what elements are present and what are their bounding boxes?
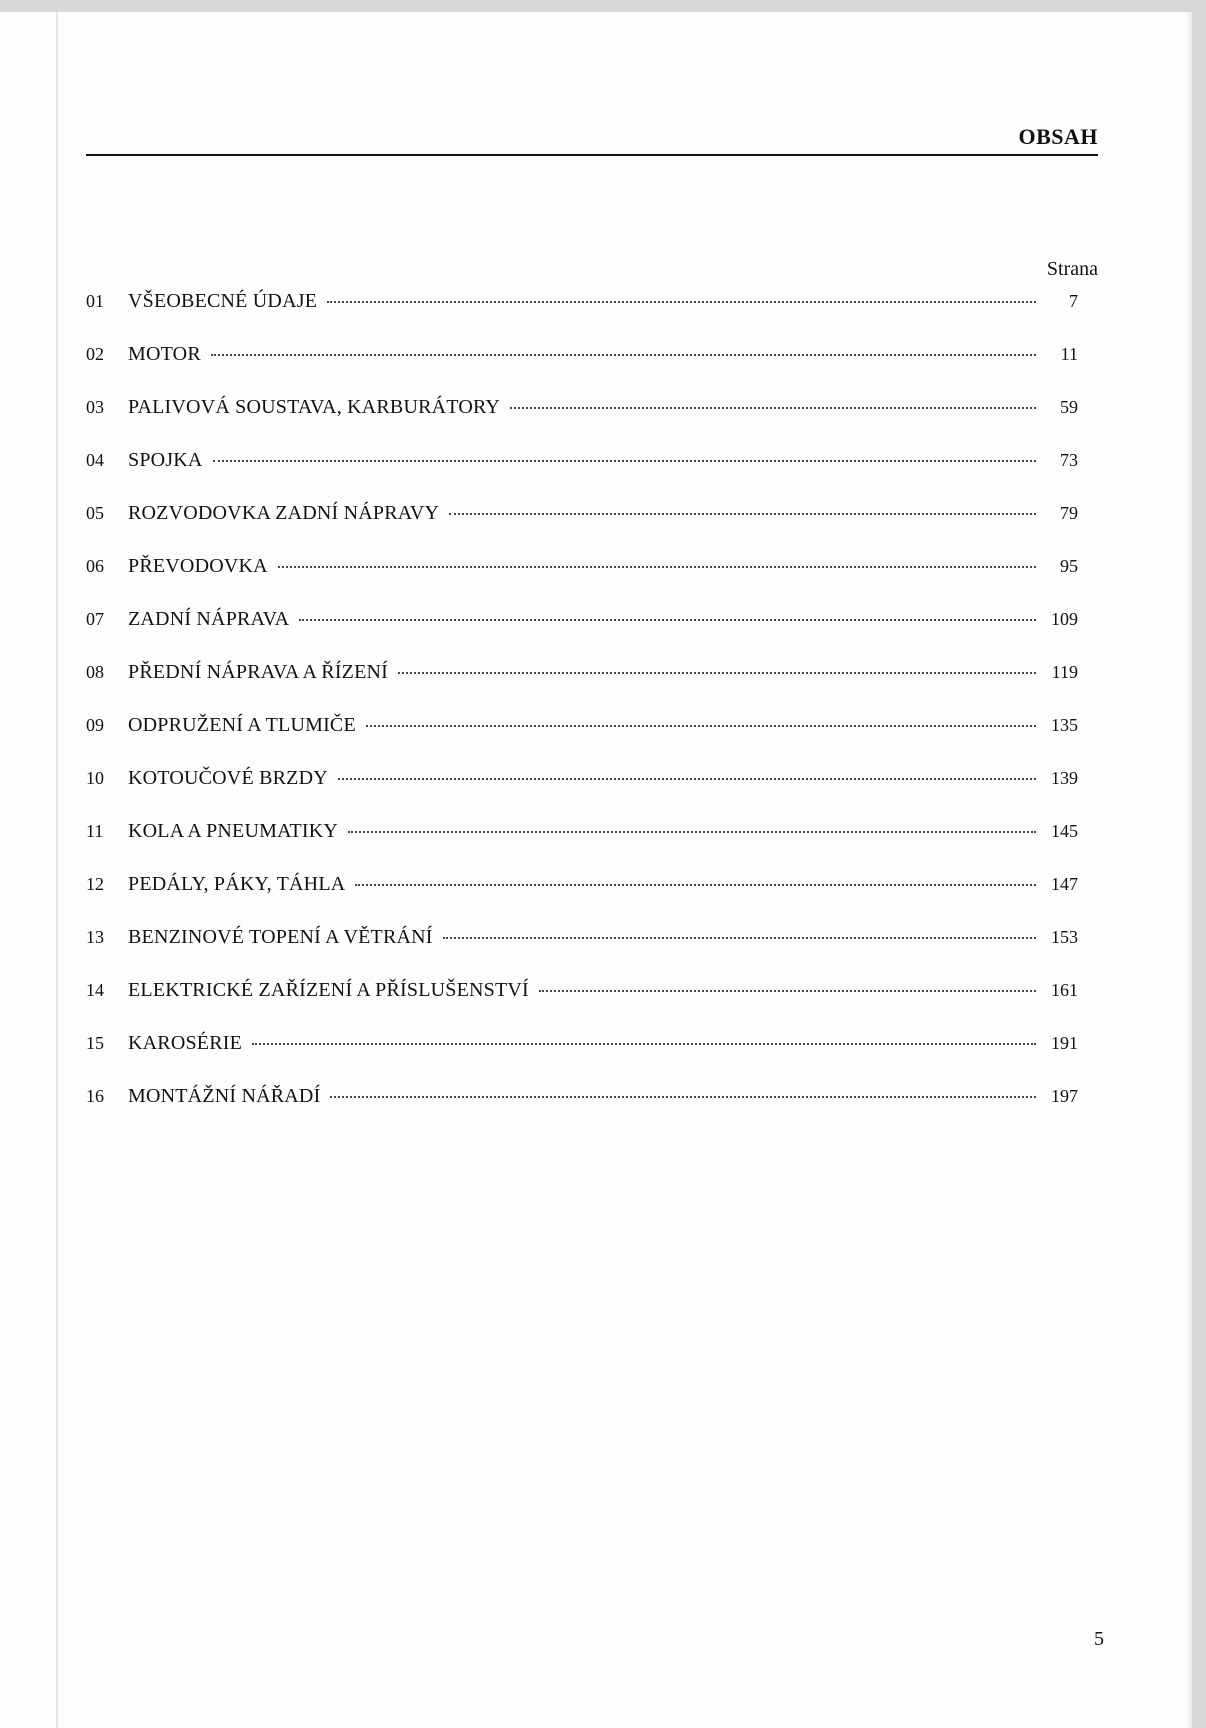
dot-leader — [443, 937, 1036, 939]
toc-entry-number: 05 — [86, 503, 104, 523]
toc-entry-title: ZADNÍ NÁPRAVA — [128, 608, 290, 630]
binding-edge — [56, 12, 58, 1728]
toc-entry — [86, 608, 1078, 661]
dot-leader — [398, 672, 1036, 674]
toc-entry-page: 197 — [1051, 1086, 1078, 1106]
dot-leader — [299, 619, 1036, 621]
toc-entry — [86, 714, 1078, 767]
dot-leader — [366, 725, 1036, 727]
toc-entry-title: PŘEVODOVKA — [128, 555, 268, 577]
toc-entry-title: KOLA A PNEUMATIKY — [128, 820, 339, 842]
toc-entry-title: ODPRUŽENÍ A TLUMIČE — [128, 714, 356, 736]
dot-leader — [213, 460, 1036, 462]
toc-entry-number: 09 — [86, 715, 104, 735]
toc-entry-page: 153 — [1051, 927, 1078, 947]
toc-entry-number: 04 — [86, 450, 104, 470]
page-number: 5 — [1094, 1628, 1104, 1650]
toc-entry — [86, 1032, 1078, 1085]
dot-leader — [278, 566, 1036, 568]
document-page — [0, 12, 1192, 1728]
toc-entry-page: 79 — [1060, 503, 1078, 523]
toc-entry-page: 139 — [1051, 768, 1078, 788]
toc-entry-number: 16 — [86, 1086, 104, 1106]
toc-entry-title: PEDÁLY, PÁKY, TÁHLA — [128, 873, 346, 895]
toc-entry-page: 109 — [1051, 609, 1078, 629]
toc-entry-page: 73 — [1060, 450, 1078, 470]
toc-entry-number: 11 — [86, 821, 104, 841]
toc-entry-title: BENZINOVÉ TOPENÍ A VĚTRÁNÍ — [128, 926, 433, 948]
dot-leader — [355, 884, 1036, 886]
toc-entry-title: SPOJKA — [128, 449, 203, 471]
table-of-contents — [86, 290, 1078, 1138]
toc-entry-title: PALIVOVÁ SOUSTAVA, KARBURÁTORY — [128, 396, 501, 418]
dot-leader — [338, 778, 1036, 780]
toc-entry — [86, 767, 1078, 820]
page-title: OBSAH — [1018, 124, 1098, 149]
toc-entry — [86, 343, 1078, 396]
dot-leader — [348, 831, 1036, 833]
toc-entry-number: 12 — [86, 874, 104, 894]
toc-entry — [86, 979, 1078, 1032]
toc-entry — [86, 396, 1078, 449]
dot-leader — [252, 1043, 1036, 1045]
dot-leader — [330, 1096, 1036, 1098]
toc-entry — [86, 555, 1078, 608]
toc-entry-number: 13 — [86, 927, 104, 947]
toc-entry-title: KAROSÉRIE — [128, 1032, 243, 1054]
dot-leader — [539, 990, 1036, 992]
toc-entry-page: 135 — [1051, 715, 1078, 735]
dot-leader — [510, 407, 1036, 409]
toc-entry-title: MONTÁŽNÍ NÁŘADÍ — [128, 1085, 321, 1107]
toc-entry-number: 08 — [86, 662, 104, 682]
toc-entry-page: 59 — [1060, 397, 1078, 417]
page-edge-shadow — [1186, 12, 1192, 1728]
toc-entry-number: 01 — [86, 291, 104, 311]
toc-entry-page: 161 — [1051, 980, 1078, 1000]
page-header — [86, 108, 1098, 156]
toc-entry-page: 145 — [1051, 821, 1078, 841]
toc-entry — [86, 1085, 1078, 1138]
toc-entry-page: 11 — [1060, 344, 1078, 364]
toc-entry-page: 7 — [1069, 291, 1078, 311]
toc-entry-number: 06 — [86, 556, 104, 576]
toc-entry — [86, 290, 1078, 343]
toc-entry-title: ROZVODOVKA ZADNÍ NÁPRAVY — [128, 502, 440, 524]
dot-leader — [327, 301, 1036, 303]
toc-entry-title: VŠEOBECNÉ ÚDAJE — [128, 290, 318, 312]
toc-entry — [86, 926, 1078, 979]
toc-entry-title: MOTOR — [128, 343, 201, 365]
toc-entry — [86, 502, 1078, 555]
toc-entry-number: 10 — [86, 768, 104, 788]
page-column-label: Strana — [1046, 258, 1098, 280]
toc-entry — [86, 873, 1078, 926]
toc-entry-title: ELEKTRICKÉ ZAŘÍZENÍ A PŘÍSLUŠENSTVÍ — [128, 979, 529, 1001]
dot-leader — [449, 513, 1036, 515]
toc-entry-number: 02 — [86, 344, 104, 364]
toc-entry-page: 95 — [1060, 556, 1078, 576]
toc-entry-number: 15 — [86, 1033, 104, 1053]
toc-entry — [86, 820, 1078, 873]
toc-entry — [86, 661, 1078, 714]
dot-leader — [211, 354, 1036, 356]
toc-entry-page: 119 — [1051, 662, 1078, 682]
toc-entry-page: 191 — [1051, 1033, 1078, 1053]
toc-entry-title: PŘEDNÍ NÁPRAVA A ŘÍZENÍ — [128, 661, 389, 683]
toc-entry — [86, 449, 1078, 502]
toc-entry-number: 07 — [86, 609, 104, 629]
toc-entry-page: 147 — [1051, 874, 1078, 894]
toc-entry-number: 14 — [86, 980, 104, 1000]
toc-entry-number: 03 — [86, 397, 104, 417]
toc-entry-title: KOTOUČOVÉ BRZDY — [128, 767, 328, 789]
